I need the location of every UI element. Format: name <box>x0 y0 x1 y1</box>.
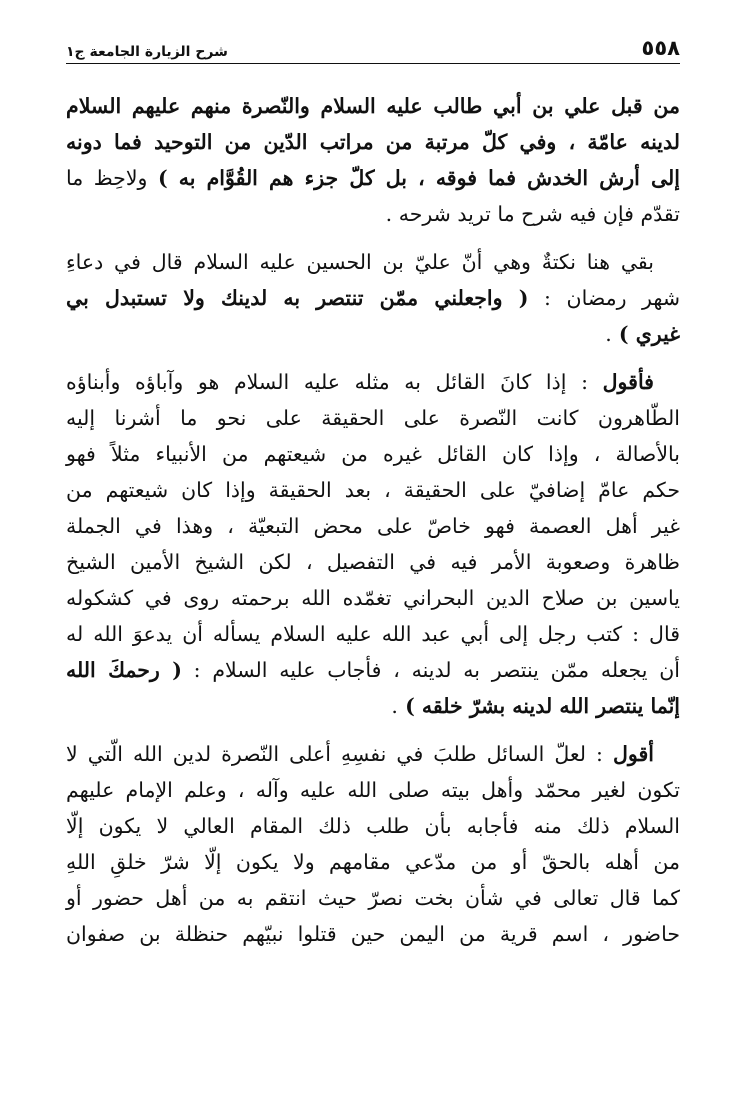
text-line: من أهله بالحقّ أو من مدّعي مقامهم ولا يكون إلّا شرّ خلقِ اللهِ <box>66 850 680 874</box>
quoted-hadith: إنّما ينتصر الله لدينه بشرّ خلقه ) <box>397 694 680 718</box>
page-body <box>66 88 680 952</box>
quoted-prayer: ( واجعلني ممّن تنتصر به لدينك ولا تستبدل بي <box>66 286 529 310</box>
text-line: بالأصالة ، وإذا كان القائل غيره من شيعتهم من الأنبياء مثلاً فهو <box>66 442 680 466</box>
text-line: ياسين بن صلاح الدين البحراني تغمّده الله برحمته روى في كشكوله <box>66 586 680 610</box>
quoted-hadith: ( رحمكَ الله <box>66 658 182 682</box>
running-title: شرح الزيارة الجامعة ج١ <box>66 44 228 60</box>
text-line: السلام ذلك منه فأجابه بأن طلب ذلك المقام العالي لا يكون إلّا <box>66 814 680 838</box>
text-line: الطّاهرون كانت النّصرة على الحقيقة على نحو ما أشرنا إليه <box>66 406 680 430</box>
text-line <box>66 652 680 688</box>
text-line <box>66 280 680 316</box>
quoted-prayer: غيري ) <box>611 322 680 346</box>
text-line <box>66 688 680 724</box>
text-line <box>66 364 680 400</box>
bold-text: إلى أرش الخدش فما فوقه ، بل كلّ جزء هم القُوَّام به ) <box>157 166 680 190</box>
text-line <box>66 736 680 772</box>
text-line: تقدّم فإن فيه شرح ما تريد شرحه . <box>385 202 680 226</box>
text-line: حاضور ، اسم قرية من اليمن حين قتلوا نبيّهم حنظلة بن صفوان <box>66 922 680 946</box>
text-line: تكون لغير محمّد وأهل بيته صلى الله عليه وآله ، وعلم الإمام عليهم <box>66 778 680 802</box>
regular-text: : لعلّ السائل طلبَ في نفسِهِ أعلى النّصرة لدين الله الّتي لا <box>66 742 614 766</box>
paragraph-2 <box>66 244 680 352</box>
text-line: بقي هنا نكتةٌ وهي أنّ عليّ بن الحسين عليه السلام قال في دعاءِ <box>66 250 654 274</box>
regular-text: . <box>605 322 612 346</box>
text-line: غير أهل العصمة فهو خاصّ على محض التبعيّة ، وهذا في الجملة <box>66 514 680 538</box>
text-line: لدينه عامّة ، وفي كلّ مرتبة من مراتب الدّين من التوحيد فما دونه <box>66 130 680 154</box>
paragraph-1 <box>66 88 680 232</box>
regular-text: ولاحِظ ما <box>66 166 158 190</box>
lead-word: أقول <box>613 742 654 766</box>
page-number: ٥٥٨ <box>641 36 680 60</box>
text-line: من قبل علي بن أبي طالب عليه السلام والنّصرة منهم عليهم السلام <box>66 94 680 118</box>
book-page <box>66 24 680 952</box>
regular-text: شهر رمضان : <box>528 286 680 310</box>
regular-text: : إذا كانَ القائل به مثله عليه السلام هو وآباؤه وأبناؤه <box>66 370 603 394</box>
regular-text: أن يجعله ممّن ينتصر به لدينه ، فأجاب عليه السلام : <box>181 658 680 682</box>
text-line: قال : كتب رجل إلى أبي عبد الله عليه السلام يسأله أن يدعوَ الله له <box>66 622 680 646</box>
text-line: كما قال تعالى في شأن بخت نصرّ حيث انتقم به من أهل حضور أو <box>66 886 680 910</box>
lead-word: فأقول <box>602 370 654 394</box>
text-line: حكم عامّ إضافيّ على الحقيقة ، بعد الحقيقة وإذا كان شيعتهم من <box>66 478 680 502</box>
page-header <box>66 24 680 64</box>
paragraph-4 <box>66 736 680 952</box>
text-line <box>66 160 680 196</box>
text-line <box>66 316 680 352</box>
regular-text: . <box>391 694 398 718</box>
paragraph-3 <box>66 364 680 724</box>
text-line: ظاهرة وصعوبة الأمر فيه في التفصيل ، لكن الشيخ الأمين الشيخ <box>66 550 680 574</box>
